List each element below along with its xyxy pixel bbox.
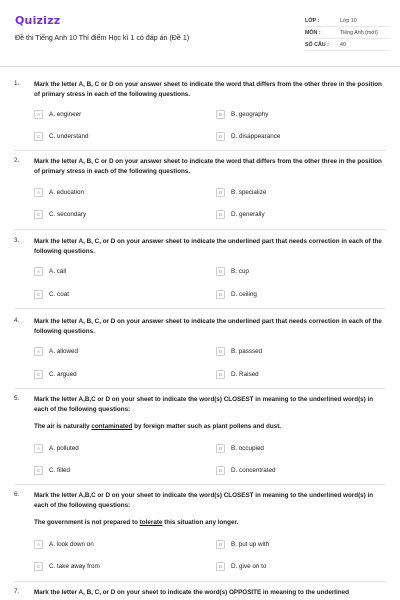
option-d[interactable]: [216, 369, 259, 380]
meta-row-class: [305, 15, 390, 27]
option-letter-box: B: [216, 188, 225, 197]
option-c[interactable]: [34, 289, 69, 300]
question-text: Mark the letter A, B, C, or D on your sheet to indicate the word(s) OPPOSITE in meaning to the underlined: [34, 589, 349, 596]
option-letter-box: C: [34, 132, 43, 141]
question-text: Mark the letter A,B,C or D on your sheet to indicate the word(s) CLOSEST in meaning to the underlined word(s) in each of the following questions:: [34, 396, 374, 413]
option-c[interactable]: [34, 465, 70, 476]
sentence-part: this situation any longer.: [162, 519, 239, 526]
option-a[interactable]: [34, 187, 84, 198]
question-text: Mark the letter A,B,C or D on your sheet to indicate the word(s) CLOSEST in meaning to the underlined word(s) in each of the following questions:: [34, 492, 374, 509]
option-text: A. allowed: [49, 348, 79, 355]
option-text: D. concentrated: [231, 467, 276, 474]
option-text: D. generally: [231, 211, 265, 218]
option-text: D. disappearance: [231, 133, 281, 140]
option-text: B. passsed: [231, 348, 263, 355]
option-d[interactable]: [216, 209, 265, 220]
question-number: 6.: [14, 491, 20, 498]
option-letter-box: D: [216, 370, 225, 379]
option-d[interactable]: [216, 465, 275, 476]
option-text: C. coat: [49, 291, 69, 298]
option-letter-box: C: [34, 370, 43, 379]
option-letter-box: B: [216, 540, 225, 549]
meta-row-subject: [305, 27, 390, 39]
question-number: 4.: [14, 317, 20, 324]
option-letter-box: B: [216, 347, 225, 356]
option-letter-box: A: [34, 444, 43, 453]
meta-key: LỚP :: [305, 17, 320, 24]
meta-table: [305, 15, 390, 51]
question-text: Mark the letter A, B, C or D on your answer sheet to indicate the word that differs from the other three in the position of primary stress in each of the following questions.: [34, 81, 382, 98]
option-a[interactable]: [34, 109, 81, 120]
meta-value: Lớp 10: [340, 17, 357, 24]
option-text: C. secondary: [49, 211, 87, 218]
option-text: D. give on to: [231, 563, 267, 570]
quizizz-logo: Quizizz: [15, 14, 61, 27]
option-letter-box: C: [34, 466, 43, 475]
meta-key: MÔN :: [305, 29, 321, 36]
option-letter-box: A: [34, 188, 43, 197]
option-d[interactable]: [216, 289, 257, 300]
meta-value: Tiếng Anh (mới): [340, 29, 378, 36]
option-text: C. take away from: [49, 563, 100, 570]
option-letter-box: B: [216, 444, 225, 453]
question-text: Mark the letter A, B, C, or D on your answer sheet to indicate the underlined part that needs correction in each of the following questions.: [34, 238, 382, 255]
question-text: Mark the letter A, B, C or D on your answer sheet to indicate the word that differs from the other three in the position of primary stress in each of the following questions.: [34, 158, 382, 175]
option-text: A. engineer: [49, 111, 82, 118]
question-divider: [14, 581, 386, 582]
question-number: 5.: [14, 395, 20, 402]
option-c[interactable]: [34, 561, 100, 572]
question-divider: [14, 388, 386, 389]
option-text: A. call: [49, 268, 67, 275]
question-text: Mark the letter A, B, C, or D on your answer sheet to indicate the underlined part that needs correction in each of the following questions.: [34, 318, 382, 335]
option-text: B. cup: [231, 268, 249, 275]
option-letter-box: A: [34, 540, 43, 549]
underlined-word: tolerate: [139, 519, 163, 526]
header-divider: [0, 66, 400, 67]
option-b[interactable]: [216, 443, 264, 454]
option-text: C. filled: [49, 467, 70, 474]
option-letter-box: C: [34, 290, 43, 299]
question-divider: [14, 150, 386, 151]
page-title: Đề thi Tiếng Anh 10 Thí điểm Học kì 1 có đáp án (Đề 1): [15, 34, 190, 42]
option-text: A. education: [49, 189, 85, 196]
sentence-part: The air is naturally: [34, 423, 92, 430]
option-b[interactable]: [216, 187, 266, 198]
option-c[interactable]: [34, 131, 89, 142]
option-text: C. argued: [49, 371, 77, 378]
question-sentence: [34, 423, 386, 430]
option-letter-box: A: [34, 267, 43, 276]
option-text: B. occupied: [231, 445, 264, 452]
option-letter-box: D: [216, 466, 225, 475]
sentence-part: The government is not prepared to: [34, 519, 140, 526]
option-text: A. look down on: [49, 541, 94, 548]
question-sentence: [34, 519, 386, 526]
option-letter-box: D: [216, 132, 225, 141]
question-divider: [14, 308, 386, 309]
question-number: 7.: [14, 588, 20, 595]
meta-row-count: [305, 39, 390, 51]
option-b[interactable]: [216, 539, 269, 550]
option-a[interactable]: [34, 443, 79, 454]
option-text: C. understand: [49, 133, 89, 140]
option-c[interactable]: [34, 209, 86, 220]
option-letter-box: B: [216, 110, 225, 119]
option-a[interactable]: [34, 539, 94, 550]
option-letter-box: A: [34, 347, 43, 356]
question-number: 3.: [14, 237, 20, 244]
option-letter-box: B: [216, 267, 225, 276]
option-text: A. polluted: [49, 445, 79, 452]
option-b[interactable]: [216, 266, 249, 277]
option-text: D. Raised: [231, 371, 259, 378]
option-b[interactable]: [216, 346, 262, 357]
option-letter-box: D: [216, 562, 225, 571]
option-letter-box: A: [34, 110, 43, 119]
option-text: B. geography: [231, 111, 269, 118]
option-letter-box: C: [34, 562, 43, 571]
question-number: 1.: [14, 80, 20, 87]
option-d[interactable]: [216, 561, 266, 572]
question-divider: [14, 484, 386, 485]
option-b[interactable]: [216, 109, 268, 120]
option-letter-box: C: [34, 210, 43, 219]
sentence-part: by foreign matter such as plant pollens and dust.: [132, 423, 282, 430]
option-text: D. ceiling: [231, 291, 257, 298]
option-d[interactable]: [216, 131, 280, 142]
option-text: B. specialize: [231, 189, 267, 196]
question-divider: [14, 229, 386, 230]
question-number: 2.: [14, 157, 20, 164]
option-letter-box: D: [216, 290, 225, 299]
meta-key: SỐ CÂU :: [305, 41, 329, 48]
option-a[interactable]: [34, 346, 78, 357]
option-letter-box: D: [216, 210, 225, 219]
option-text: B. put up with: [231, 541, 270, 548]
underlined-word: contaminated: [91, 423, 133, 430]
option-a[interactable]: [34, 266, 66, 277]
meta-value: 40: [340, 41, 346, 48]
option-c[interactable]: [34, 369, 77, 380]
page-header: [0, 0, 400, 66]
